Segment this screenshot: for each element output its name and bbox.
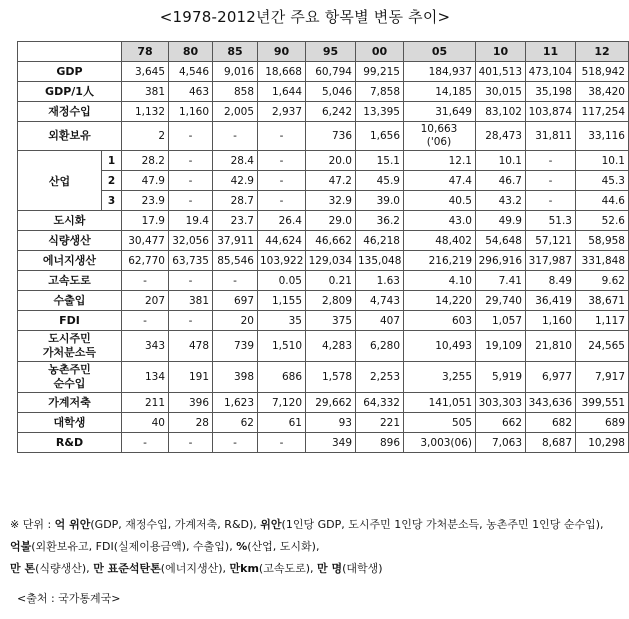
- data-cell: 1,155: [258, 291, 306, 311]
- data-cell: 858: [213, 82, 258, 102]
- page-title: <1978-2012년간 주요 항목별 변동 추이>: [159, 8, 451, 26]
- data-cell: -: [526, 151, 576, 171]
- note-text-8: (대학생): [342, 562, 383, 575]
- data-cell: -: [122, 433, 169, 453]
- data-cell: 46,218: [356, 231, 404, 251]
- data-cell: 343,636: [526, 393, 576, 413]
- data-cell: 1,644: [258, 82, 306, 102]
- data-cell: 14,220: [404, 291, 476, 311]
- data-cell: 1,057: [476, 311, 526, 331]
- table-row: [18, 251, 629, 271]
- header-row: [18, 42, 629, 62]
- table-row: [18, 362, 629, 393]
- data-cell: 0.21: [306, 271, 356, 291]
- data-cell: 505: [404, 413, 476, 433]
- data-cell: 57,121: [526, 231, 576, 251]
- data-cell: 2,005: [213, 102, 258, 122]
- data-cell: 216,219: [404, 251, 476, 271]
- data-cell: 8.49: [526, 271, 576, 291]
- note-unit-1: 억 위안: [54, 518, 91, 531]
- data-cell: 40: [122, 413, 169, 433]
- data-cell: 407: [356, 311, 404, 331]
- row-label: 식량생산: [18, 231, 122, 251]
- row-label: GDP/1人: [18, 82, 122, 102]
- data-cell: 28: [169, 413, 213, 433]
- data-cell: 603: [404, 311, 476, 331]
- data-cell: 28,473: [476, 122, 526, 151]
- data-cell: 3,645: [122, 62, 169, 82]
- data-cell: 62: [213, 413, 258, 433]
- sub-row-label: 2: [102, 171, 122, 191]
- data-cell: 28.2: [122, 151, 169, 171]
- data-cell: 21,810: [526, 331, 576, 362]
- data-cell: 48,402: [404, 231, 476, 251]
- data-cell: 3,003(06): [404, 433, 476, 453]
- data-cell: -: [258, 171, 306, 191]
- data-cell: 37,911: [213, 231, 258, 251]
- data-cell: 4,546: [169, 62, 213, 82]
- data-cell: 99,215: [356, 62, 404, 82]
- data-cell: 117,254: [576, 102, 629, 122]
- note-unit-6: 만 표준석탄톤: [93, 562, 161, 575]
- data-cell: 662: [476, 413, 526, 433]
- data-cell: 9.62: [576, 271, 629, 291]
- note-prefix: ※ 단위 :: [10, 518, 55, 531]
- data-cell: 8,687: [526, 433, 576, 453]
- note-unit-4: %: [236, 540, 248, 553]
- data-cell: 46,662: [306, 231, 356, 251]
- data-cell: 30,015: [476, 82, 526, 102]
- year-header: 10: [476, 42, 526, 62]
- table-row: [18, 311, 629, 331]
- data-cell: 5,046: [306, 82, 356, 102]
- note-text-2: (1인당 GDP, 도시주민 1인당 가처분소득, 농촌주민 1인당 순수입),: [281, 518, 604, 531]
- data-cell: 4,283: [306, 331, 356, 362]
- data-cell: 23.9: [122, 191, 169, 211]
- data-cell: 739: [213, 331, 258, 362]
- data-cell: 52.6: [576, 211, 629, 231]
- data-cell: 51.3: [526, 211, 576, 231]
- year-header: 80: [169, 42, 213, 62]
- data-cell: 398: [213, 362, 258, 393]
- table-row: [18, 331, 629, 362]
- data-cell: 401,513: [476, 62, 526, 82]
- year-header: 00: [356, 42, 404, 62]
- data-cell: 83,102: [476, 102, 526, 122]
- data-cell: 10,493: [404, 331, 476, 362]
- data-cell: 141,051: [404, 393, 476, 413]
- note-text-6: (에너지생산),: [160, 562, 230, 575]
- data-cell: 28.4: [213, 151, 258, 171]
- data-cell: 211: [122, 393, 169, 413]
- data-cell: 7,063: [476, 433, 526, 453]
- data-cell: 349: [306, 433, 356, 453]
- data-cell: 10,298: [576, 433, 629, 453]
- table-row: [18, 151, 629, 171]
- data-cell: 6,280: [356, 331, 404, 362]
- sub-row-label: 3: [102, 191, 122, 211]
- note-unit-2: 위안: [260, 518, 282, 531]
- note-unit-5: 만 톤: [10, 562, 36, 575]
- data-cell: -: [122, 271, 169, 291]
- table-row: [18, 122, 629, 151]
- table-row: [18, 211, 629, 231]
- row-label: 농촌주민 순수입: [18, 362, 122, 393]
- data-cell: 1,117: [576, 311, 629, 331]
- data-cell: 135,048: [356, 251, 404, 271]
- data-cell: 10.1: [576, 151, 629, 171]
- data-cell: 129,034: [306, 251, 356, 271]
- row-label: 에너지생산: [18, 251, 122, 271]
- data-cell: 45.3: [576, 171, 629, 191]
- data-cell: 381: [169, 291, 213, 311]
- data-cell: 45.9: [356, 171, 404, 191]
- note-text-1: (GDP, 재정수입, 가계저축, R&D),: [90, 518, 261, 531]
- data-cell: 736: [306, 122, 356, 151]
- data-cell: 518,942: [576, 62, 629, 82]
- data-cell: 1,578: [306, 362, 356, 393]
- data-cell: -: [169, 122, 213, 151]
- row-label: 도시화: [18, 211, 122, 231]
- data-cell: 47.2: [306, 171, 356, 191]
- row-label: 수출입: [18, 291, 122, 311]
- table-row: [18, 271, 629, 291]
- data-cell: 478: [169, 331, 213, 362]
- data-cell: 31,811: [526, 122, 576, 151]
- year-header: 05: [404, 42, 476, 62]
- data-cell: 32.9: [306, 191, 356, 211]
- data-cell: 303,303: [476, 393, 526, 413]
- data-cell: 13,395: [356, 102, 404, 122]
- data-cell: 343: [122, 331, 169, 362]
- data-cell: 0.05: [258, 271, 306, 291]
- data-cell: 207: [122, 291, 169, 311]
- data-cell: 93: [306, 413, 356, 433]
- table-row: [18, 433, 629, 453]
- data-cell: 18,668: [258, 62, 306, 82]
- data-cell: 1,656: [356, 122, 404, 151]
- data-cell: 26.4: [258, 211, 306, 231]
- row-label: 고속도로: [18, 271, 122, 291]
- data-cell: 2: [122, 122, 169, 151]
- data-cell: 54,648: [476, 231, 526, 251]
- data-cell: 686: [258, 362, 306, 393]
- data-cell: -: [213, 122, 258, 151]
- data-cell: 63,735: [169, 251, 213, 271]
- data-cell: 396: [169, 393, 213, 413]
- data-cell: 49.9: [476, 211, 526, 231]
- data-cell: -: [258, 191, 306, 211]
- data-cell: 31,649: [404, 102, 476, 122]
- data-cell: 33,116: [576, 122, 629, 151]
- data-cell: -: [526, 191, 576, 211]
- data-cell: 103,922: [258, 251, 306, 271]
- data-cell: 58,958: [576, 231, 629, 251]
- data-cell: 15.1: [356, 151, 404, 171]
- data-cell: 30,477: [122, 231, 169, 251]
- data-cell: 6,977: [526, 362, 576, 393]
- source-note: <출처 : 국가통계국>: [17, 592, 121, 605]
- data-cell: 184,937: [404, 62, 476, 82]
- data-cell: 10.1: [476, 151, 526, 171]
- data-cell: 463: [169, 82, 213, 102]
- data-cell: 103,874: [526, 102, 576, 122]
- data-cell: 10,663 ('06): [404, 122, 476, 151]
- statistics-table: [17, 41, 629, 453]
- data-cell: 85,546: [213, 251, 258, 271]
- data-cell: 29,662: [306, 393, 356, 413]
- data-cell: 42.9: [213, 171, 258, 191]
- data-cell: 47.4: [404, 171, 476, 191]
- data-cell: 12.1: [404, 151, 476, 171]
- table-row: [18, 393, 629, 413]
- data-cell: 20: [213, 311, 258, 331]
- data-cell: -: [526, 171, 576, 191]
- data-cell: 1,160: [526, 311, 576, 331]
- data-cell: 6,242: [306, 102, 356, 122]
- data-cell: 317,987: [526, 251, 576, 271]
- data-cell: -: [169, 151, 213, 171]
- data-cell: 1,132: [122, 102, 169, 122]
- data-cell: 7,858: [356, 82, 404, 102]
- data-cell: 5,919: [476, 362, 526, 393]
- note-text-7: (고속도로),: [258, 562, 317, 575]
- data-cell: -: [169, 311, 213, 331]
- data-cell: 7,120: [258, 393, 306, 413]
- data-cell: 60,794: [306, 62, 356, 82]
- corner-cell: [18, 42, 122, 62]
- data-cell: 1,160: [169, 102, 213, 122]
- data-cell: 4.10: [404, 271, 476, 291]
- data-cell: 36,419: [526, 291, 576, 311]
- row-label: 대학생: [18, 413, 122, 433]
- data-cell: 1,623: [213, 393, 258, 413]
- data-cell: 29.0: [306, 211, 356, 231]
- data-cell: 2,253: [356, 362, 404, 393]
- data-cell: 61: [258, 413, 306, 433]
- data-cell: 221: [356, 413, 404, 433]
- sub-row-label: 1: [102, 151, 122, 171]
- data-cell: 375: [306, 311, 356, 331]
- data-cell: 24,565: [576, 331, 629, 362]
- note-unit-3: 억불: [10, 540, 32, 553]
- data-cell: 1.63: [356, 271, 404, 291]
- data-cell: 689: [576, 413, 629, 433]
- row-label: 산업: [18, 151, 102, 211]
- data-cell: 3,255: [404, 362, 476, 393]
- table-row: [18, 191, 629, 211]
- data-cell: 35,198: [526, 82, 576, 102]
- data-cell: 682: [526, 413, 576, 433]
- year-header: 11: [526, 42, 576, 62]
- data-cell: 4,743: [356, 291, 404, 311]
- data-cell: 20.0: [306, 151, 356, 171]
- data-cell: 23.7: [213, 211, 258, 231]
- data-cell: 7.41: [476, 271, 526, 291]
- data-cell: -: [169, 271, 213, 291]
- data-cell: 44,624: [258, 231, 306, 251]
- data-cell: -: [122, 311, 169, 331]
- data-cell: -: [213, 433, 258, 453]
- table-row: [18, 102, 629, 122]
- data-cell: -: [258, 433, 306, 453]
- unit-note: [10, 514, 605, 580]
- data-cell: -: [169, 433, 213, 453]
- data-cell: 2,809: [306, 291, 356, 311]
- year-header: 12: [576, 42, 629, 62]
- year-header: 90: [258, 42, 306, 62]
- data-cell: 39.0: [356, 191, 404, 211]
- data-cell: 296,916: [476, 251, 526, 271]
- data-cell: 36.2: [356, 211, 404, 231]
- table-row: [18, 291, 629, 311]
- data-cell: 28.7: [213, 191, 258, 211]
- row-label: 가계저축: [18, 393, 122, 413]
- data-cell: 19.4: [169, 211, 213, 231]
- data-cell: 2,937: [258, 102, 306, 122]
- note-unit-8: 만 명: [317, 562, 343, 575]
- data-cell: 896: [356, 433, 404, 453]
- data-cell: 14,185: [404, 82, 476, 102]
- note-text-5: (식량생산),: [35, 562, 94, 575]
- data-cell: 9,016: [213, 62, 258, 82]
- data-cell: 134: [122, 362, 169, 393]
- year-header: 85: [213, 42, 258, 62]
- row-label: 재정수입: [18, 102, 122, 122]
- data-cell: 44.6: [576, 191, 629, 211]
- year-header: 78: [122, 42, 169, 62]
- data-cell: -: [258, 122, 306, 151]
- data-cell: 38,420: [576, 82, 629, 102]
- note-text-3: (외환보유고, FDI(실제이용금액), 수출입),: [31, 540, 237, 553]
- data-cell: 381: [122, 82, 169, 102]
- row-label: 외환보유: [18, 122, 122, 151]
- data-cell: 46.7: [476, 171, 526, 191]
- data-cell: 43.0: [404, 211, 476, 231]
- data-cell: 7,917: [576, 362, 629, 393]
- row-label: 도시주민 가처분소득: [18, 331, 122, 362]
- table-row: [18, 413, 629, 433]
- data-cell: 19,109: [476, 331, 526, 362]
- data-cell: -: [169, 191, 213, 211]
- table-row: [18, 82, 629, 102]
- table-row: [18, 62, 629, 82]
- data-cell: 64,332: [356, 393, 404, 413]
- data-cell: 17.9: [122, 211, 169, 231]
- data-cell: 38,671: [576, 291, 629, 311]
- data-cell: 35: [258, 311, 306, 331]
- data-cell: -: [258, 151, 306, 171]
- data-cell: -: [169, 171, 213, 191]
- data-cell: 40.5: [404, 191, 476, 211]
- row-label: R&D: [18, 433, 122, 453]
- data-cell: 47.9: [122, 171, 169, 191]
- row-label: GDP: [18, 62, 122, 82]
- data-cell: 473,104: [526, 62, 576, 82]
- data-cell: 32,056: [169, 231, 213, 251]
- table-row: [18, 171, 629, 191]
- data-cell: 399,551: [576, 393, 629, 413]
- table-row: [18, 231, 629, 251]
- data-cell: 1,510: [258, 331, 306, 362]
- note-unit-7: 만km: [229, 562, 259, 575]
- row-label: FDI: [18, 311, 122, 331]
- note-text-4: (산업, 도시화),: [247, 540, 320, 553]
- data-cell: -: [213, 271, 258, 291]
- data-cell: 191: [169, 362, 213, 393]
- data-cell: 29,740: [476, 291, 526, 311]
- data-cell: 43.2: [476, 191, 526, 211]
- data-cell: 331,848: [576, 251, 629, 271]
- data-cell: 62,770: [122, 251, 169, 271]
- year-header: 95: [306, 42, 356, 62]
- data-cell: 697: [213, 291, 258, 311]
